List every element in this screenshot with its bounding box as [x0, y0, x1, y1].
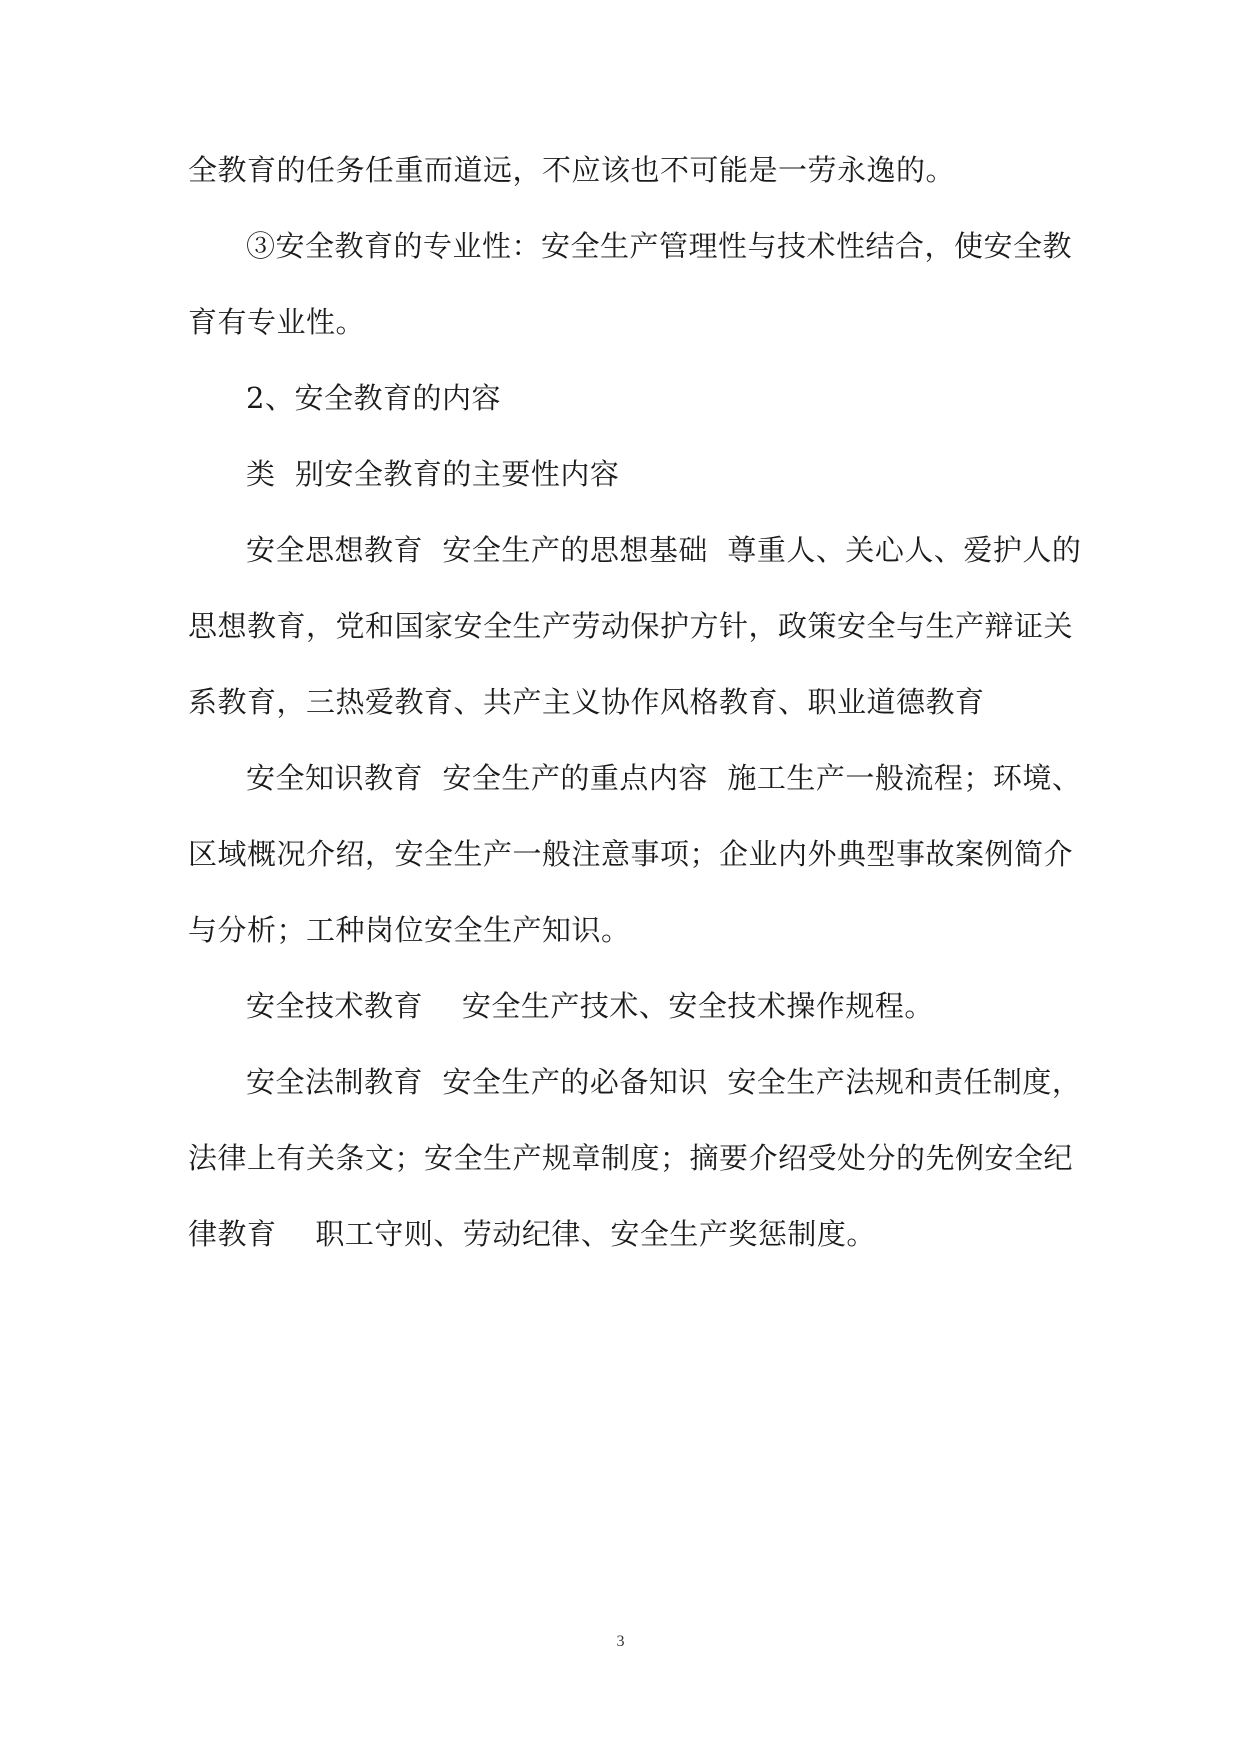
paragraph-line: 安全法制教育 安全生产的必备知识 安全生产法规和责任制度， [246, 1065, 1082, 1099]
paragraph-line: 育有专业性。 [188, 305, 366, 339]
paragraph-line: 安全技术教育 安全生产技术、安全技术操作规程。 [246, 989, 934, 1023]
paragraph-line: 法律上有关条文；安全生产规章制度；摘要介绍受处分的先例安全纪 [188, 1141, 1074, 1175]
paragraph-line: 思想教育，党和国家安全生产劳动保护方针，政策安全与生产辩证关 [188, 609, 1074, 643]
paragraph-line: 律教育 职工守则、劳动纪律、安全生产奖惩制度。 [188, 1217, 876, 1251]
paragraph-line: 与分析；工种岗位安全生产知识。 [188, 913, 631, 947]
paragraph-line: 全教育的任务任重而道远，不应该也不可能是一劳永逸的。 [188, 153, 956, 187]
section-heading: 2、安全教育的内容 [246, 381, 501, 415]
paragraph-line: 安全知识教育 安全生产的重点内容 施工生产一般流程；环境、 [246, 761, 1082, 795]
paragraph-line: 安全思想教育 安全生产的思想基础 尊重人、关心人、爱护人的 [246, 533, 1082, 567]
table-header-line: 类 别安全教育的主要性内容 [246, 457, 620, 491]
paragraph-line: 区域概况介绍，安全生产一般注意事项；企业内外典型事故案例简介 [188, 837, 1074, 871]
paragraph-line: 系教育，三热爱教育、共产主义协作风格教育、职业道德教育 [188, 685, 985, 719]
page-number: 3 [616, 1633, 625, 1650]
paragraph-line: ③安全教育的专业性：安全生产管理性与技术性结合，使安全教 [246, 229, 1073, 263]
